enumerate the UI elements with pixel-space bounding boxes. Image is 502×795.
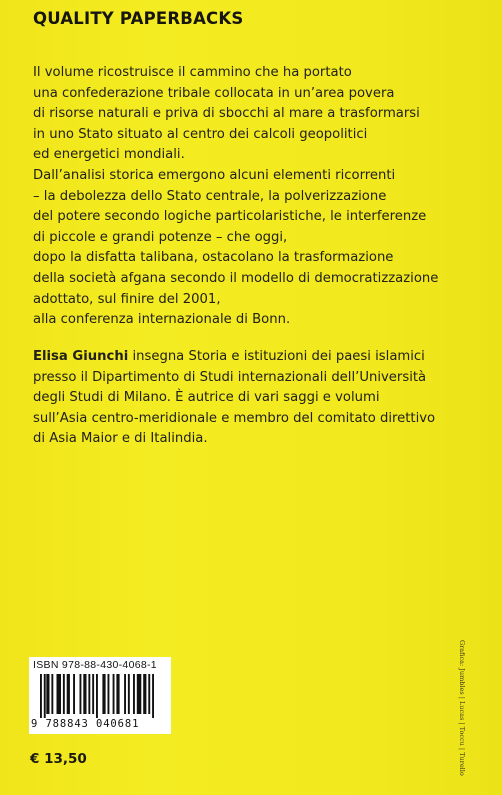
blurb-line: ed energetici mondiali. bbox=[33, 147, 185, 163]
blurb-line: adottato, sul finire del 2001, bbox=[33, 291, 221, 307]
bio-line bbox=[33, 347, 478, 368]
blurb-line: di piccole e grandi potenze – che oggi, bbox=[33, 229, 288, 245]
blurb-line: Il volume ricostruisce il cammino che ha portato bbox=[33, 65, 352, 80]
blurb-line: Dall’analisi storica emergono alcuni elementi ricorrenti bbox=[33, 167, 396, 183]
bio-line-rest: insegna Storia e istituzioni dei paesi islamici bbox=[128, 349, 425, 364]
blurb-line: della società afgana secondo il modello di democratizzazione bbox=[33, 270, 439, 286]
design-credits: Grafica: Jumbles | Lucas | Toccu | Turello bbox=[458, 640, 466, 776]
bio-line: di Asia Maior e di Italindia. bbox=[33, 431, 208, 447]
blurb-line: di risorse naturali e priva di sbocchi al mare a trasformarsi bbox=[33, 106, 420, 122]
author-bio bbox=[33, 347, 478, 450]
barcode-bars bbox=[40, 674, 164, 718]
price: € 13,50 bbox=[30, 751, 87, 767]
barcode-label bbox=[29, 657, 171, 734]
bio-line: presso il Dipartimento di Studi internazionali dell’Università bbox=[33, 369, 427, 385]
blurb-text bbox=[33, 63, 473, 331]
blurb-line: dopo la disfatta talibana, ostacolano la trasformazione bbox=[33, 250, 394, 266]
isbn-number: ISBN 978-88-430-4068-1 bbox=[33, 659, 157, 671]
blurb-line: in uno Stato situato al centro dei calcoli geopolitici bbox=[33, 126, 368, 142]
author-name: Elisa Giunchi bbox=[33, 349, 129, 364]
series-title: QUALITY PAPERBACKS bbox=[33, 9, 244, 28]
bio-line: degli Studi di Milano. È autrice di vari saggi e volumi bbox=[33, 390, 380, 406]
blurb-line: una confederazione tribale collocata in un’area povera bbox=[33, 85, 395, 101]
blurb-line: – la debolezza dello Stato centrale, la polverizzazione bbox=[33, 188, 387, 204]
blurb-line: del potere secondo logiche particolaristiche, le interferenze bbox=[33, 209, 427, 225]
bio-line: sull’Asia centro-meridionale e membro del comitato direttivo bbox=[33, 410, 436, 426]
ean-digits: 9 788843 040681 bbox=[31, 718, 140, 730]
blurb-line: alla conferenza internazionale di Bonn. bbox=[33, 312, 291, 328]
